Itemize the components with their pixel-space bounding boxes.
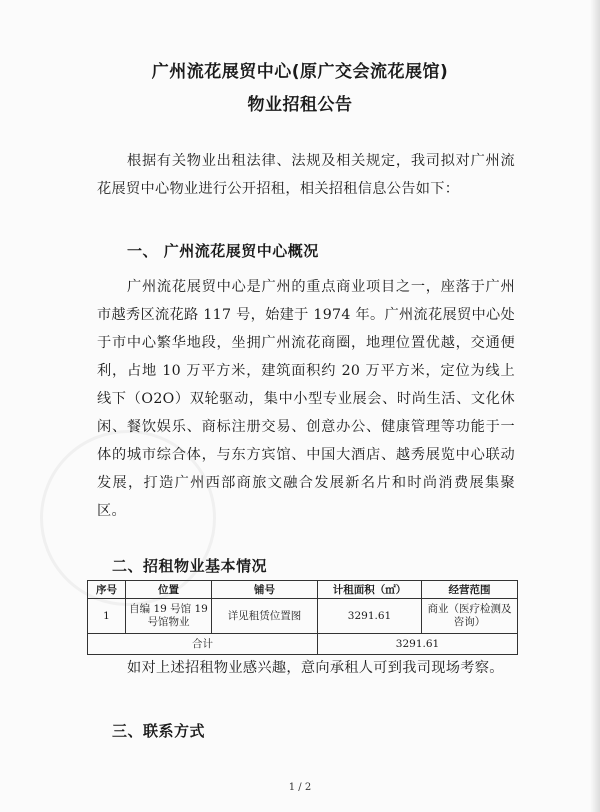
cell-unit: 详见租赁位置图 (212, 599, 318, 634)
table-total-row (88, 634, 518, 655)
header-scope: 经营范围 (422, 581, 518, 599)
document-title: 广州流花展贸中心(原广交会流花展馆) (151, 62, 449, 82)
cell-no: 1 (88, 599, 126, 634)
cell-scope: 商业（医疗检测及咨询） (422, 599, 518, 634)
document-subtitle: 物业招租公告 (247, 95, 353, 115)
section-heading-property: 二、招租物业基本情况 (112, 557, 268, 575)
header-area: 计租面积（㎡） (318, 581, 422, 599)
cell-location: 自编 19 号馆 19 号馆物业 (126, 599, 212, 634)
overview-paragraph: 广州流花展贸中心是广州的重点商业项目之一，座落于广州市越秀区流花路 117 号，始建于 1974 年。广州流花展贸中心处于市中心繁华地段，坐拥广州流花商圈，地理位置优越，交通便利，占地 10 万平方米，建筑面积约 20 万平方米，定位为线上线下（O2O）双轮驱动，集中小型专业展会、时尚生活、文化休闲、餐饮娱乐、商标注册交易、创意办公、健康管理等功能于一体的城市综合体，与东方宾馆、中国大酒店、越秀展览中心联动发展，打造广州西部商旅文融合发展新名片和时尚消费展集聚区。 (97, 279, 515, 519)
table-header-row (88, 581, 518, 599)
total-area: 3291.61 (318, 634, 518, 655)
header-no: 序号 (88, 581, 126, 599)
cell-area: 3291.61 (318, 599, 422, 634)
section-heading-contact: 三、联系方式 (112, 722, 206, 740)
page-edge-shadow (590, 0, 600, 812)
page-number: 1 / 2 (288, 782, 312, 793)
interest-paragraph: 如对上述招租物业感兴趣，意向承租人可到我司现场考察。 (127, 660, 504, 676)
header-location: 位置 (126, 581, 212, 599)
property-table (87, 580, 518, 655)
intro-paragraph: 根据有关物业出租法律、法规及相关规定，我司拟对广州流花展贸中心物业进行公开招租，相关招租信息公告如下： (97, 153, 515, 197)
table-row (88, 599, 518, 634)
total-label: 合计 (88, 634, 318, 655)
header-unit: 铺号 (212, 581, 318, 599)
section-heading-overview: 一、 广州流花展贸中心概况 (127, 242, 319, 260)
